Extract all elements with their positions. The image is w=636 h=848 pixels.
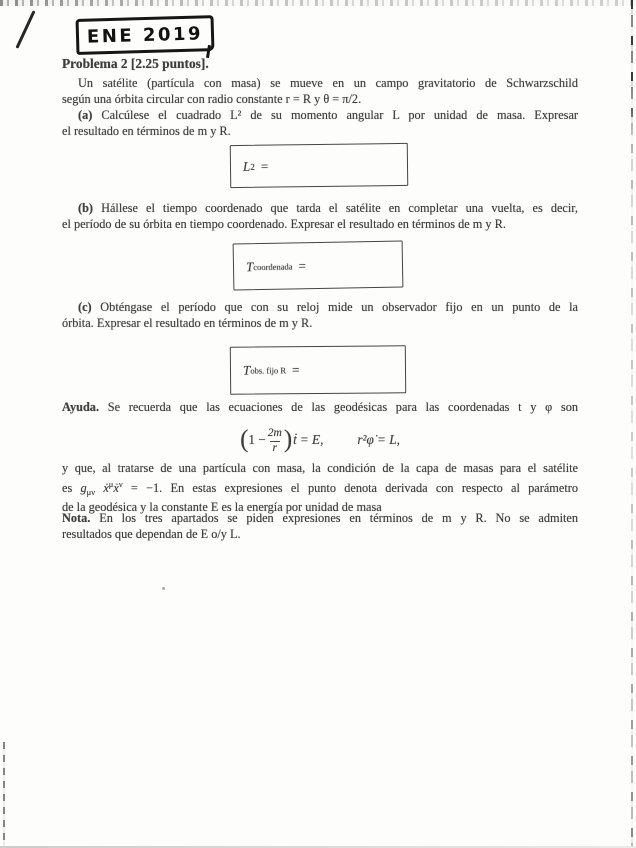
nota-line-2: resultados que dependan de E o/y L. — [62, 526, 241, 541]
part-b-line-1 — [62, 201, 578, 217]
metric-symbol: g — [80, 480, 87, 495]
intro-paragraph — [62, 76, 578, 107]
part-c-text — [62, 300, 578, 331]
equation-left-paren: ( — [240, 425, 249, 453]
answer-a-superscript: 2 — [250, 161, 255, 172]
fraction-denominator: r — [270, 441, 280, 455]
part-b-text — [62, 201, 578, 232]
answer-a-equals: = — [260, 158, 269, 174]
scan-speck — [162, 587, 165, 590]
scan-noise-top — [0, 0, 636, 6]
answer-c-equals: = — [291, 362, 300, 378]
part-c-line-1 — [62, 300, 578, 316]
nota-line-1 — [62, 511, 578, 527]
part-c-tag: (c) — [78, 300, 92, 314]
x-dot-2-index: ν — [118, 478, 123, 489]
x-dot-1: ẋ — [103, 480, 109, 495]
equation-angular-momentum: r²φ̇ = L, — [357, 432, 400, 447]
part-c-line-2: órbita. Expresar el resultado en términos de m y R. — [62, 315, 313, 330]
answer-c-subscript: obs. fijo R — [250, 365, 287, 376]
ayuda-text: Se recuerda que las ecuaciones de las geodésicas para las coordenadas t y φ son — [107, 400, 578, 414]
answer-box-c — [230, 345, 406, 395]
fraction-numerator: 2m — [267, 427, 282, 440]
mass-shell-line-2-pre: es — [62, 480, 81, 495]
answer-a-symbol: L — [242, 158, 251, 174]
geodesic-equations — [62, 421, 578, 459]
x-dot-2: ẋ — [113, 480, 119, 495]
metric-indices: μν — [86, 486, 96, 497]
part-a-line-2: el resultado en términos de m y R. — [62, 123, 231, 138]
part-b-line-2: el período de su órbita en tiempo coordenado. Expresar el resultado en términos de m y R. — [62, 216, 506, 231]
mass-shell-line-2 — [62, 477, 578, 501]
equation-fraction — [268, 427, 282, 454]
intro-line-2: según una órbita circular con radio constante r = R y θ = π/2. — [62, 91, 362, 106]
ayuda-label: Ayuda. — [62, 400, 100, 414]
handwritten-date-stamp — [76, 15, 215, 55]
answer-box-b — [233, 241, 404, 291]
mass-shell-line-1: y que, al tratarse de una partícula con masa, la condición de la capa de masas para el satélite — [62, 461, 578, 475]
handwritten-slash-mark — [15, 10, 35, 48]
equation-t-dot: ṫ — [293, 432, 297, 447]
nota-line-1-text: En los tres apartados se piden expresiones en términos de m y R. No se admiten — [99, 511, 579, 525]
problem-title: Problema 2 [2.25 puntos]. — [62, 56, 209, 71]
scan-edge-left-bottom — [3, 742, 5, 846]
part-a-tag: (a) — [78, 108, 93, 122]
mass-shell-paragraph — [62, 461, 578, 516]
answer-box-a — [230, 143, 409, 188]
scan-edge-right — [631, 0, 633, 846]
answer-b-equals: = — [298, 257, 307, 273]
intro-line-1: Un satélite (partícula con masa) se mueve en un campo gravitatorio de Schwarzschild — [78, 76, 578, 90]
ayuda-paragraph — [62, 400, 578, 416]
part-c-line-1-text: Obténgase el período que con su reloj mide un observador fijo en un punto de la — [100, 300, 579, 314]
x-dot-1-index: μ — [108, 478, 114, 489]
nota-label: Nota. — [62, 511, 91, 525]
part-a-text — [62, 108, 578, 139]
ayuda-line — [62, 400, 578, 416]
answer-b-subscript: coordenada — [253, 260, 293, 272]
mass-shell-line-3: de la geodésica y la constante E es la energía por unidad de masa — [62, 500, 382, 515]
equation-one-minus: 1 − — [248, 432, 266, 447]
answer-c-symbol: T — [242, 362, 251, 378]
mass-shell-line-2-post: = −1. En estas expresiones el punto denota derivada con respecto al parámetro — [122, 480, 578, 495]
equation-right-paren: ) — [283, 425, 293, 453]
stamp-text: ENE 2019 — [86, 22, 204, 48]
part-a-line-1-text: Calcúlese el cuadrado L² de su momento angular L por unidad de masa. Expresar — [101, 108, 579, 122]
part-b-tag: (b) — [78, 201, 94, 215]
part-a-line-1 — [62, 108, 578, 124]
part-b-line-1-text: Hállese el tiempo coordenado que tarda el satélite en completar una vuelta, es decir, — [101, 201, 578, 215]
answer-b-symbol: T — [245, 258, 254, 274]
nota-paragraph — [62, 511, 578, 542]
equation-energy-rhs: = E, — [299, 432, 324, 447]
